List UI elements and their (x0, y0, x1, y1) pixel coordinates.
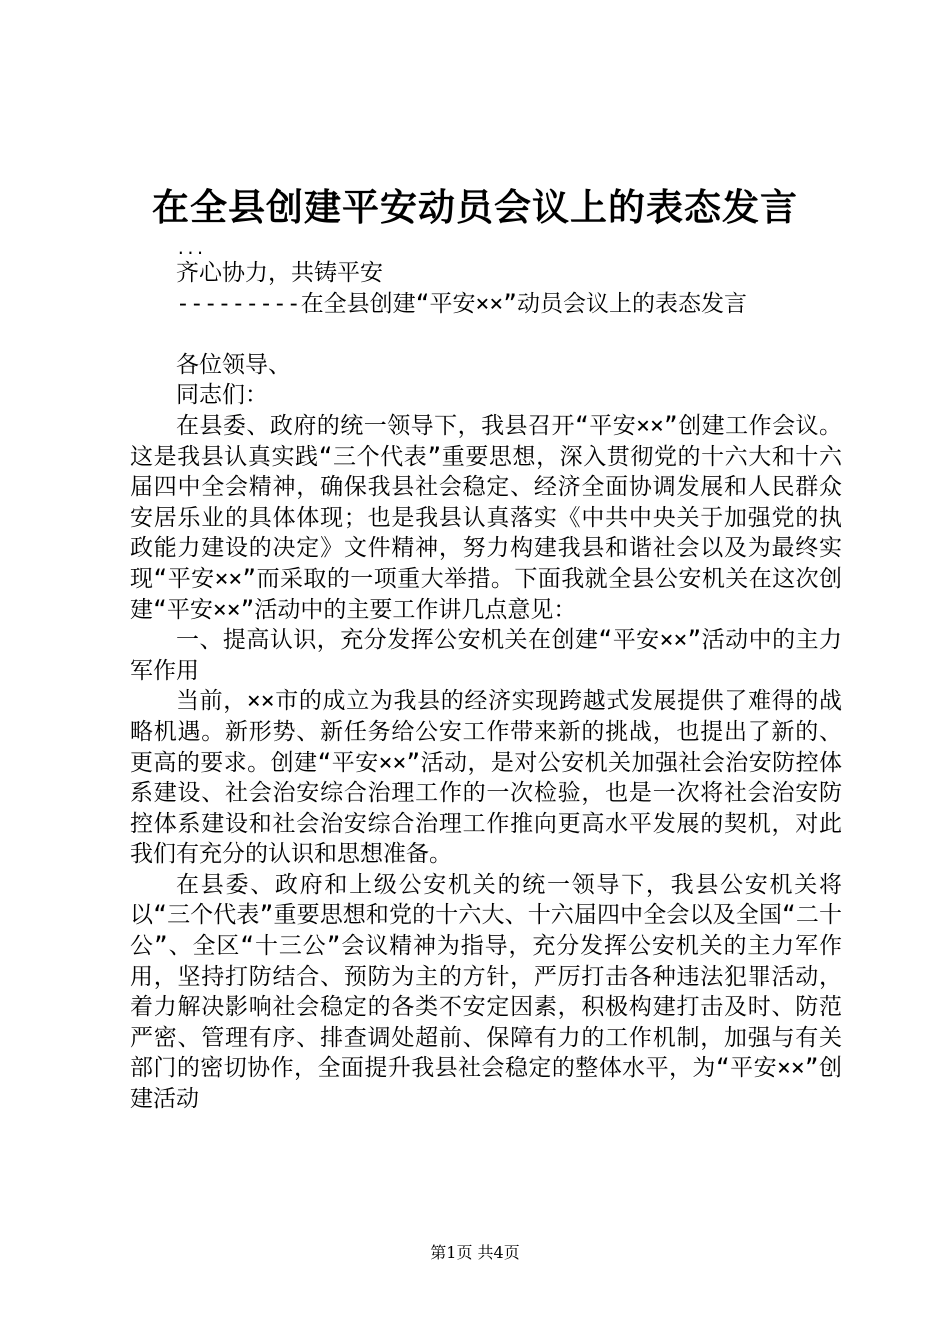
subtitle-slogan: 齐心协力，共铸平安 (176, 260, 383, 286)
blank-line (130, 319, 842, 350)
paragraph-intro: 在县委、政府的统一领导下，我县召开“平安××”创建工作会议。这是我县认真实践“三个代表”重要思想，深入贯彻党的十六大和十六届四中全会精神，确保我县社会稳定、经济全面协调发展和人民群众安居乐业的具体体现；也是我县认真落实《中共中央关于加强党的执政能力建设的决定》文件精神，努力构建我县和谐社会以及为最终实现“平安××”而采取的一项重大举措。下面我就全县公安机关在这次创建“平安××”活动中的主要工作讲几点意见： (130, 412, 842, 623)
salutation-leaders: 各位领导、 (176, 351, 291, 378)
paragraph-current-situation: 当前，××市的成立为我县的经济实现跨越式发展提供了难得的战略机遇。新形势、新任务给公安工作带来新的挑战，也提出了新的、更高的要求。创建“平安××”活动，是对公安机关加强社会治安防控体系建设、社会治安综合治理工作的一次检验，也是一次将社会治安防控体系建设和社会治安综合治理工作推向更高水平发展的契机，对此我们有充分的认识和思想准备。 (130, 688, 842, 868)
subtitle-description: ---------在全县创建“平安××”动员会议上的表态发言 (176, 290, 748, 317)
salutation-comrades: 同志们： (176, 382, 268, 409)
ellipsis-mark: ... (176, 239, 205, 258)
section-heading-1: 一、提高认识，充分发挥公安机关在创建“平安××”活动中的主力军作用 (130, 627, 842, 684)
page-number-footer: 第1页 共4页 (430, 1243, 520, 1262)
document-body (130, 240, 842, 1115)
paragraph-leadership: 在县委、政府和上级公安机关的统一领导下，我县公安机关将以“三个代表”重要思想和党的十六大、十六届四中全会以及全国“二十公”、全区“十三公”会议精神为指导，充分发挥公安机关的主力军作用，坚持打防结合、预防为主的方针，严厉打击各种违法犯罪活动，着力解决影响社会稳定的各类不安定因素，积极构建打击及时、防范严密、管理有序、排查调处超前、保障有力的工作机制，加强与有关部门的密切协作，全面提升我县社会稳定的整体水平，为“平安××”创建活动 (130, 871, 842, 1113)
document-title: 在全县创建平安动员会议上的表态发言 (152, 185, 798, 229)
